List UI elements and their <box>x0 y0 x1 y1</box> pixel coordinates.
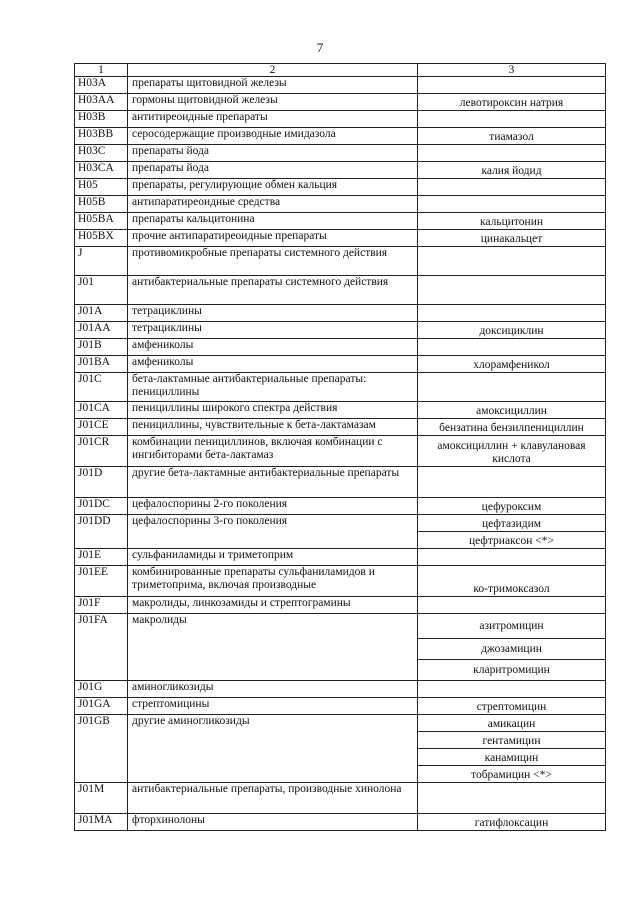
group-name-cell: цефалоспорины 2-го поколения <box>128 498 418 515</box>
drug-name-cell <box>418 196 606 213</box>
table-row <box>75 715 606 732</box>
drug-name-cell: амоксициллин <box>418 402 606 419</box>
drug-name-cell: ко-тримоксазол <box>418 566 606 597</box>
table-row <box>75 373 606 402</box>
table-row <box>75 276 606 305</box>
group-name-cell: пенициллины, чувствительные к бета-лактамазам <box>128 419 418 436</box>
atc-code-cell: J01B <box>75 339 128 356</box>
table-row <box>75 783 606 814</box>
table-row <box>75 162 606 179</box>
table-row <box>75 179 606 196</box>
drug-name-cell: тобрамицин <*> <box>418 766 606 783</box>
table-row <box>75 814 606 831</box>
group-name-cell: антибактериальные препараты, производные хинолона <box>128 783 418 814</box>
table-row <box>75 614 606 639</box>
table-row <box>75 230 606 247</box>
drug-name-cell: гатифлоксацин <box>418 814 606 831</box>
atc-code-cell: J01CE <box>75 419 128 436</box>
table-row <box>75 698 606 715</box>
group-name-cell: препараты, регулирующие обмен кальция <box>128 179 418 196</box>
table-row <box>75 681 606 698</box>
drug-name-cell: бензатина бензилпенициллин <box>418 419 606 436</box>
table-header-row <box>75 64 606 77</box>
drug-name-cell <box>418 373 606 402</box>
drug-name-cell: левотироксин натрия <box>418 94 606 111</box>
table-row <box>75 128 606 145</box>
atc-code-cell: J01C <box>75 373 128 402</box>
atc-code-cell: J <box>75 247 128 276</box>
table-row <box>75 196 606 213</box>
atc-code-cell: J01CA <box>75 402 128 419</box>
group-name-cell: макролиды <box>128 614 418 681</box>
drug-name-cell <box>418 467 606 498</box>
table-row <box>75 247 606 276</box>
atc-code-cell: H03B <box>75 111 128 128</box>
group-name-cell: прочие антипаратиреоидные препараты <box>128 230 418 247</box>
group-name-cell: антипаратиреоидные средства <box>128 196 418 213</box>
table-row <box>75 549 606 566</box>
group-name-cell: тетрациклины <box>128 322 418 339</box>
drug-name-cell: джозамицин <box>418 639 606 660</box>
column-header-drug: 3 <box>418 64 606 77</box>
atc-code-cell: J01E <box>75 549 128 566</box>
group-name-cell: препараты щитовидной железы <box>128 77 418 94</box>
group-name-cell: комбинированные препараты сульфаниламидов и триметоприма, включая производные <box>128 566 418 597</box>
column-header-name: 2 <box>128 64 418 77</box>
group-name-cell: аминогликозиды <box>128 681 418 698</box>
atc-code-cell: J01M <box>75 783 128 814</box>
atc-code-cell: H05 <box>75 179 128 196</box>
drug-name-cell: доксициклин <box>418 322 606 339</box>
drug-name-cell <box>418 111 606 128</box>
atc-code-cell: J01GB <box>75 715 128 783</box>
atc-code-cell: H03BB <box>75 128 128 145</box>
table-row <box>75 322 606 339</box>
drug-name-cell: тиамазол <box>418 128 606 145</box>
drug-name-cell <box>418 276 606 305</box>
group-name-cell: серосодержащие производные имидазола <box>128 128 418 145</box>
table-row <box>75 94 606 111</box>
group-name-cell: препараты йода <box>128 145 418 162</box>
table-row <box>75 597 606 614</box>
atc-code-cell: H03C <box>75 145 128 162</box>
drug-name-cell: кальцитонин <box>418 213 606 230</box>
drug-name-cell: цинакальцет <box>418 230 606 247</box>
atc-code-cell: H05B <box>75 196 128 213</box>
atc-code-cell: J01A <box>75 305 128 322</box>
table-row <box>75 356 606 373</box>
group-name-cell: амфениколы <box>128 339 418 356</box>
atc-code-cell: H03A <box>75 77 128 94</box>
drug-name-cell: цефуроксим <box>418 498 606 515</box>
atc-code-cell: J01BA <box>75 356 128 373</box>
atc-code-cell: J01GA <box>75 698 128 715</box>
group-name-cell: фторхинолоны <box>128 814 418 831</box>
atc-code-cell: J01AA <box>75 322 128 339</box>
drug-name-cell: цефтриаксон <*> <box>418 532 606 549</box>
drug-name-cell <box>418 247 606 276</box>
atc-code-cell: H05BA <box>75 213 128 230</box>
drug-name-cell: калия йодид <box>418 162 606 179</box>
group-name-cell: антитиреоидные препараты <box>128 111 418 128</box>
atc-code-cell: J01CR <box>75 436 128 467</box>
group-name-cell: макролиды, линкозамиды и стрептограмины <box>128 597 418 614</box>
group-name-cell: гормоны щитовидной железы <box>128 94 418 111</box>
table-row <box>75 498 606 515</box>
group-name-cell: препараты кальцитонина <box>128 213 418 230</box>
group-name-cell: комбинации пенициллинов, включая комбинации с ингибиторами бета-лактамаз <box>128 436 418 467</box>
atc-code-cell: J01G <box>75 681 128 698</box>
table-row <box>75 111 606 128</box>
atc-code-cell: J01MA <box>75 814 128 831</box>
group-name-cell: тетрациклины <box>128 305 418 322</box>
table-row <box>75 339 606 356</box>
table-row <box>75 305 606 322</box>
table-row <box>75 515 606 532</box>
drug-name-cell: кларитромицин <box>418 660 606 681</box>
group-name-cell: амфениколы <box>128 356 418 373</box>
drug-name-cell: азитромицин <box>418 614 606 639</box>
drug-name-cell <box>418 681 606 698</box>
drug-name-cell: стрептомицин <box>418 698 606 715</box>
table-body <box>75 77 606 831</box>
table-row <box>75 436 606 467</box>
group-name-cell: сульфаниламиды и триметоприм <box>128 549 418 566</box>
drug-name-cell: амоксициллин + клавулановая кислота <box>418 436 606 467</box>
group-name-cell: стрептомицины <box>128 698 418 715</box>
group-name-cell: пенициллины широкого спектра действия <box>128 402 418 419</box>
group-name-cell: противомикробные препараты системного действия <box>128 247 418 276</box>
table-row <box>75 419 606 436</box>
drug-name-cell <box>418 145 606 162</box>
group-name-cell: другие бета-лактамные антибактериальные препараты <box>128 467 418 498</box>
table-row <box>75 77 606 94</box>
page-number: 7 <box>316 40 324 55</box>
table-row <box>75 566 606 597</box>
table-row <box>75 467 606 498</box>
group-name-cell: другие аминогликозиды <box>128 715 418 783</box>
drug-classification-table <box>74 63 606 831</box>
drug-name-cell <box>418 339 606 356</box>
drug-name-cell <box>418 783 606 814</box>
drug-name-cell <box>418 179 606 196</box>
column-header-code: 1 <box>75 64 128 77</box>
atc-code-cell: J01EE <box>75 566 128 597</box>
atc-code-cell: H03CA <box>75 162 128 179</box>
group-name-cell: цефалоспорины 3-го поколения <box>128 515 418 549</box>
drug-name-cell <box>418 597 606 614</box>
drug-name-cell <box>418 549 606 566</box>
atc-code-cell: H03AA <box>75 94 128 111</box>
atc-code-cell: H05BX <box>75 230 128 247</box>
atc-code-cell: J01 <box>75 276 128 305</box>
drug-name-cell <box>418 305 606 322</box>
drug-name-cell: канамицин <box>418 749 606 766</box>
table-row <box>75 145 606 162</box>
atc-code-cell: J01FA <box>75 614 128 681</box>
atc-code-cell: J01DC <box>75 498 128 515</box>
atc-code-cell: J01DD <box>75 515 128 549</box>
drug-name-cell: амикацин <box>418 715 606 732</box>
table-row <box>75 402 606 419</box>
atc-code-cell: J01F <box>75 597 128 614</box>
drug-name-cell: хлорамфеникол <box>418 356 606 373</box>
drug-name-cell: гентамицин <box>418 732 606 749</box>
drug-name-cell <box>418 77 606 94</box>
atc-code-cell: J01D <box>75 467 128 498</box>
table-row <box>75 213 606 230</box>
drug-name-cell: цефтазидим <box>418 515 606 532</box>
group-name-cell: бета-лактамные антибактериальные препараты: пенициллины <box>128 373 418 402</box>
group-name-cell: препараты йода <box>128 162 418 179</box>
group-name-cell: антибактериальные препараты системного действия <box>128 276 418 305</box>
